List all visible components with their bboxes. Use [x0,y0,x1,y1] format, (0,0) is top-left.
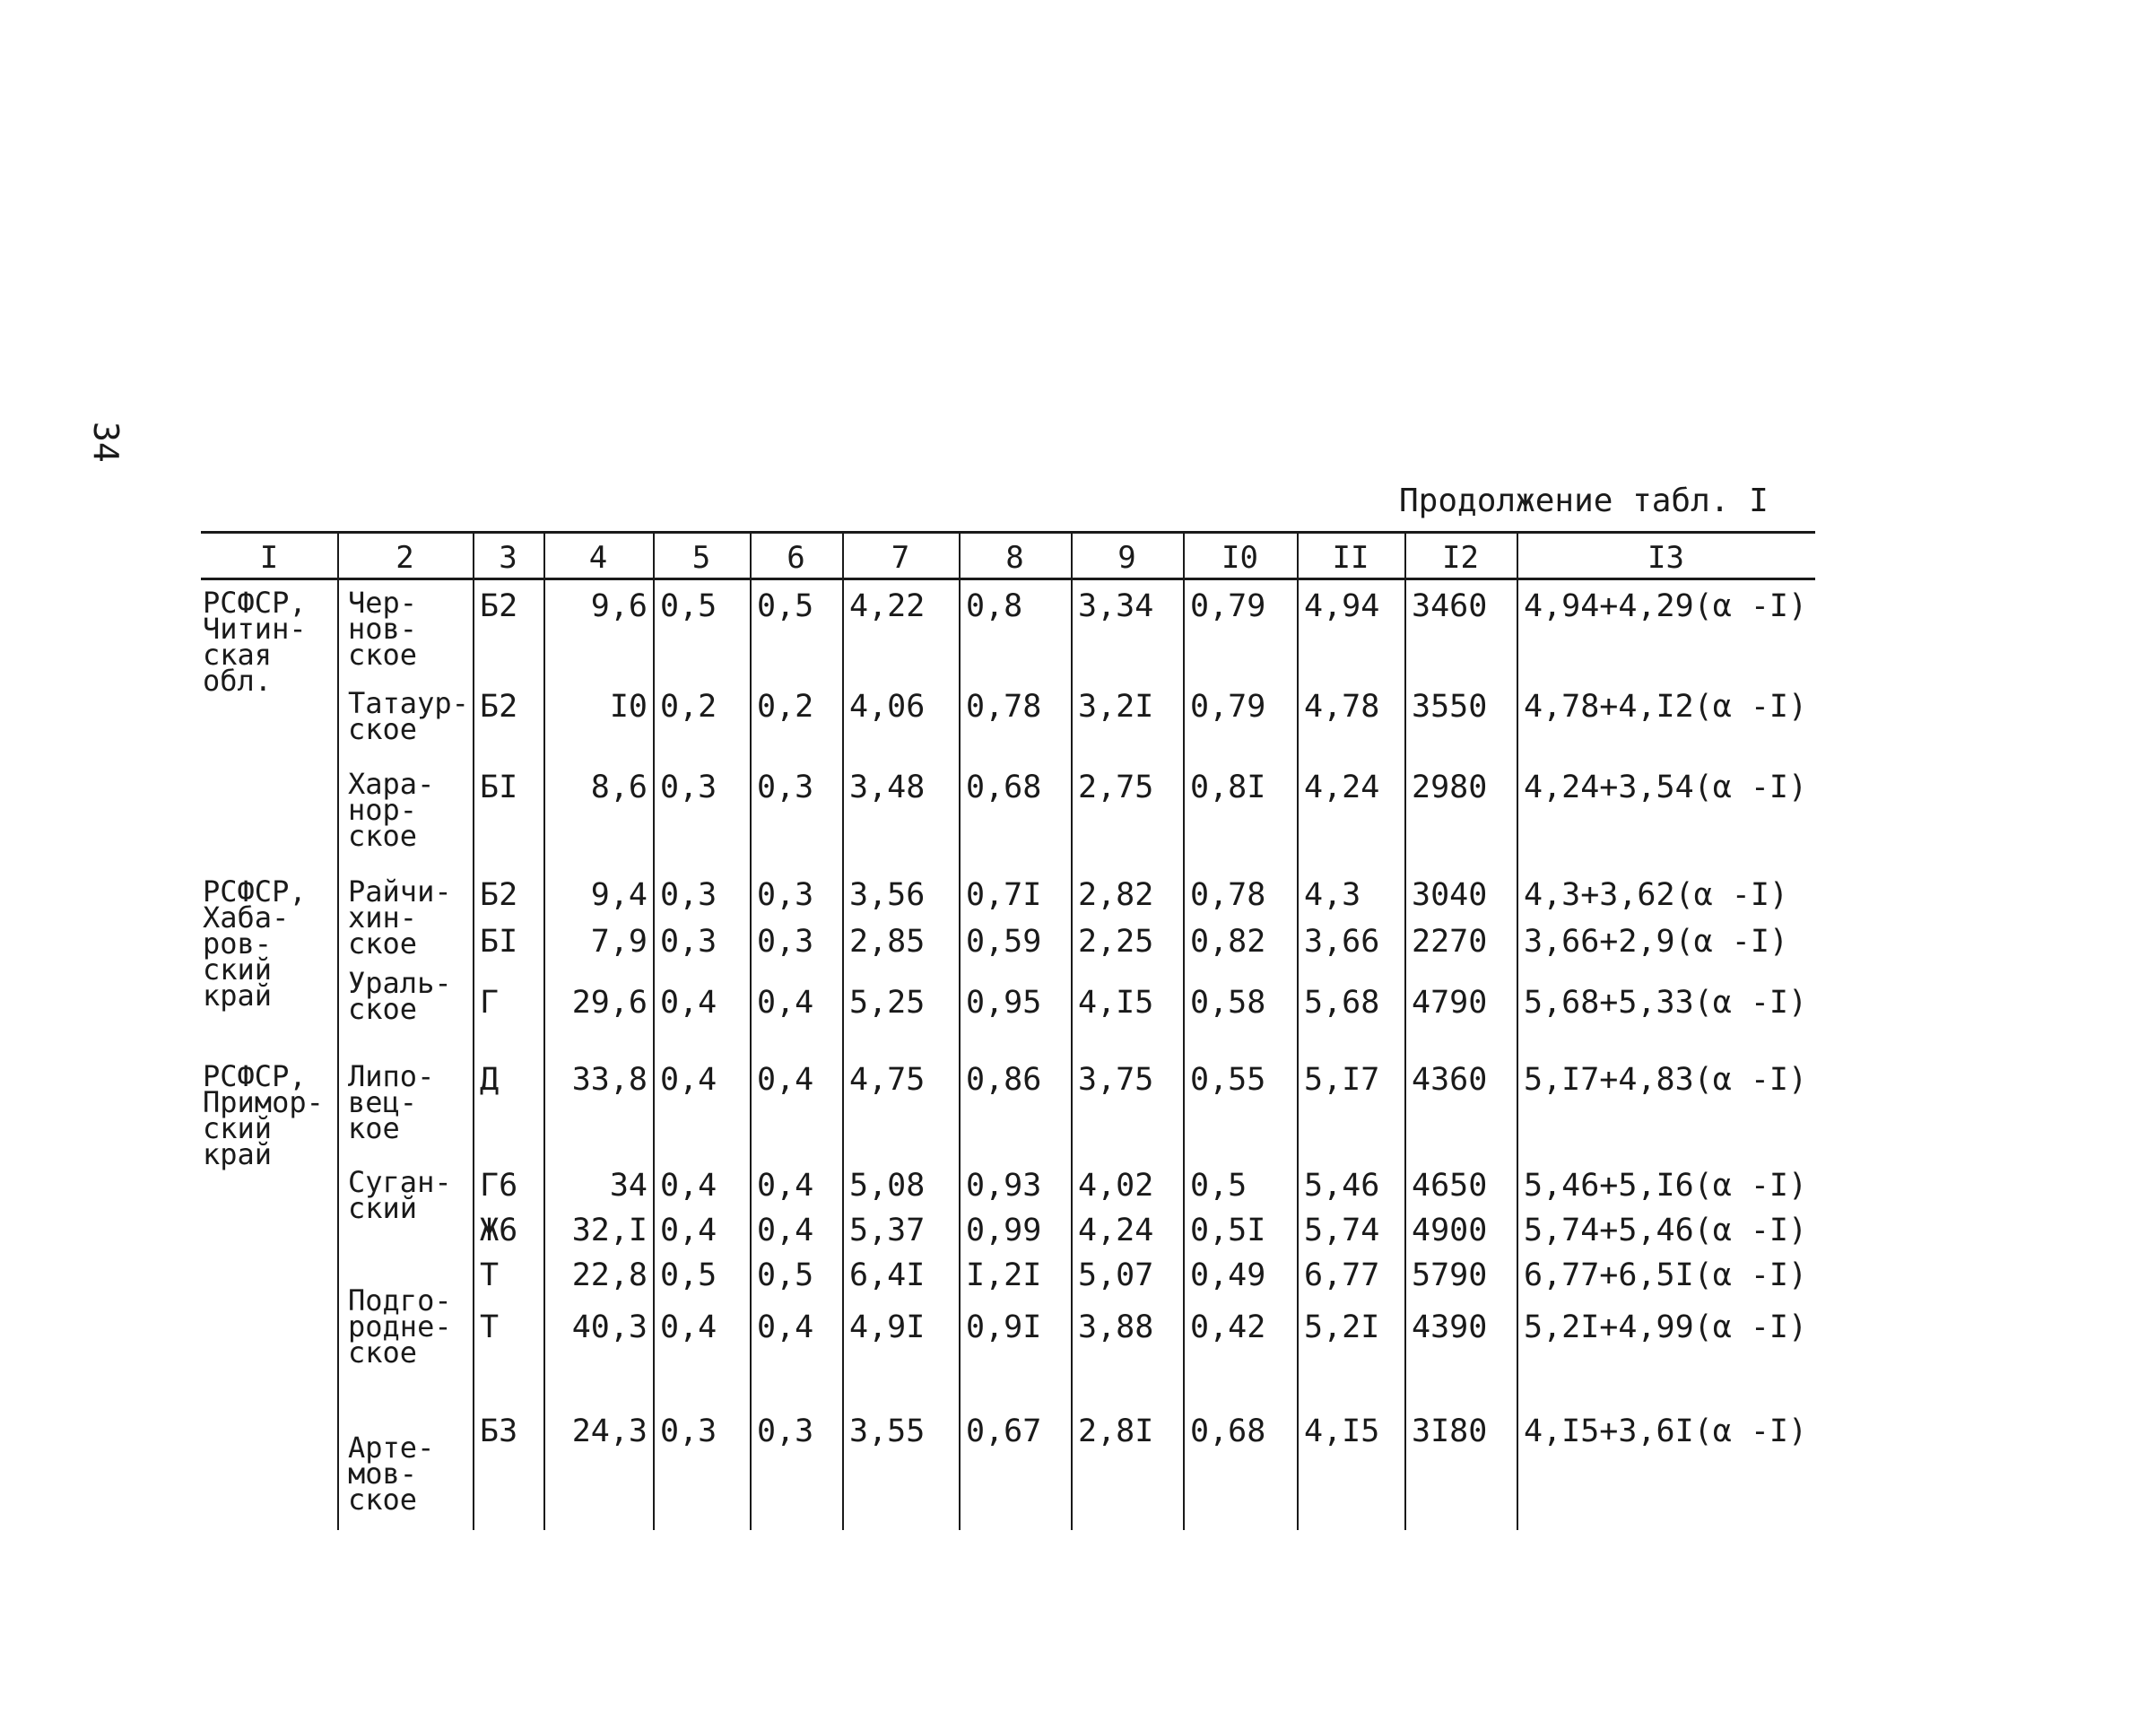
deposit-label: нов- [348,612,418,646]
column-divider [1404,531,1406,1530]
table-cell: 5,74 [1304,1213,1380,1248]
deposit-label: мов- [348,1457,418,1491]
table-cell: 3,66+2,9(α -I) [1524,924,1789,960]
table-cell: 4360 [1412,1062,1488,1098]
deposit-label: кое [348,1111,400,1145]
region-label: ский [203,952,273,987]
column-divider [1183,531,1185,1530]
page-number: 34 [86,422,126,463]
column-divider [337,531,339,1530]
deposit-label: ский [348,1191,418,1225]
column-header: 6 [787,540,805,576]
table-cell: 2,85 [849,924,926,960]
table-cell: 29,6 [571,985,648,1021]
column-header: 4 [588,540,608,576]
table-cell: Б2 [480,588,518,624]
column-header: I [259,540,279,576]
table-cell: 0,4 [757,1213,814,1248]
data-table [201,531,1815,1530]
table-cell: 4,I5 [1304,1413,1380,1449]
table-cell: 9,4 [590,877,648,913]
table-cell: 0,99 [966,1213,1042,1248]
deposit-label: ское [348,1483,418,1517]
table-cell: 0,95 [966,985,1042,1021]
column-header: II [1332,540,1369,576]
table-cell: 3040 [1412,877,1488,913]
table-cell: 3550 [1412,689,1488,725]
table-cell: 0,2 [757,689,814,725]
table-cell: 5,08 [849,1168,926,1204]
table-cell: 0,68 [1190,1413,1266,1449]
table-cell: 0,4 [757,985,814,1021]
column-header: 7 [891,540,910,576]
table-cell: 0,4 [660,1168,717,1204]
table-cell: 4,3 [1304,877,1361,913]
deposit-label: Хара- [348,767,435,801]
table-cell: 0,79 [1190,588,1266,624]
table-cell: 0,78 [1190,877,1266,913]
table-cell: 0,67 [966,1413,1042,1449]
top-rule [201,531,1815,534]
table-cell: 0,4 [660,985,717,1021]
table-cell: 3460 [1412,588,1488,624]
column-divider [543,531,545,1530]
deposit-label: ское [348,1335,418,1370]
table-cell: БI [480,770,518,805]
table-cell: 8,6 [590,770,648,805]
table-cell: 4900 [1412,1213,1488,1248]
table-cell: 5790 [1412,1257,1488,1293]
table-cell: 5,I7+4,83(α -I) [1524,1062,1808,1098]
table-cell: 4,78 [1304,689,1380,725]
table-cell: 3,48 [849,770,926,805]
table-cell: 0,49 [1190,1257,1266,1293]
table-cell: 3I80 [1412,1413,1488,1449]
table-cell: 2,8I [1078,1413,1154,1449]
deposit-label: ское [348,638,418,672]
table-cell: Д [480,1062,500,1098]
deposit-label: Подго- [348,1283,452,1318]
table-cell: Т [480,1257,500,1293]
region-label: Читин- [203,612,307,646]
table-cell: 0,4 [660,1062,717,1098]
table-cell: 4,02 [1078,1168,1154,1204]
column-divider [1071,531,1073,1530]
table-cell: 33,8 [571,1062,648,1098]
column-header: I3 [1647,540,1684,576]
table-cell: 0,55 [1190,1062,1266,1098]
table-cell: 5,68+5,33(α -I) [1524,985,1808,1021]
deposit-label: Чер- [348,586,418,620]
header-rule [201,578,1815,580]
table-cell: I0 [609,689,648,725]
table-cell: 3,75 [1078,1062,1154,1098]
column-divider [1517,531,1518,1530]
table-cell: 0,68 [966,770,1042,805]
deposit-label: хин- [348,900,418,935]
table-cell: Г6 [480,1168,518,1204]
table-cell: 5,25 [849,985,926,1021]
deposit-label: Ураль- [348,966,452,1000]
table-cell: 0,3 [660,924,717,960]
column-divider [473,531,474,1530]
table-cell: Т [480,1309,500,1345]
table-cell: 5,I7 [1304,1062,1380,1098]
region-label: ров- [203,926,273,961]
table-cell: 24,3 [571,1413,648,1449]
column-header: 8 [1005,540,1024,576]
table-cell: 0,3 [660,770,717,805]
table-cell: 0,5 [660,588,717,624]
table-cell: 4,94+4,29(α -I) [1524,588,1808,624]
table-cell: 3,34 [1078,588,1154,624]
column-divider [653,531,655,1530]
table-cell: 0,79 [1190,689,1266,725]
table-cell: 0,59 [966,924,1042,960]
table-cell: 6,77 [1304,1257,1380,1293]
region-label: Примор- [203,1085,324,1119]
table-cell: 0,5 [757,1257,814,1293]
table-cell: 0,3 [757,924,814,960]
table-cell: 0,3 [757,877,814,913]
column-header: 2 [396,540,414,576]
table-cell: 40,3 [571,1309,648,1345]
table-cell: 4,I5 [1078,985,1154,1021]
region-label: РСФСР, [203,874,307,909]
region-label: ская [203,638,273,672]
table-cell: Б2 [480,689,518,725]
table-cell: БI [480,924,518,960]
table-cell: 22,8 [571,1257,648,1293]
table-cell: 0,5 [757,588,814,624]
table-cell: 0,82 [1190,924,1266,960]
deposit-label: Арте- [348,1431,435,1465]
region-label: обл. [203,664,273,698]
table-cell: 4,22 [849,588,926,624]
table-cell: 4390 [1412,1309,1488,1345]
table-cell: 2,75 [1078,770,1154,805]
region-label: Хаба- [203,900,290,935]
region-label: край [203,978,273,1013]
table-cell: 0,7I [966,877,1042,913]
table-cell: 0,4 [757,1062,814,1098]
table-cell: 4,9I [849,1309,926,1345]
table-cell: 5,37 [849,1213,926,1248]
region-label: край [203,1137,273,1171]
table-cell: 0,9I [966,1309,1042,1345]
column-divider [959,531,961,1530]
table-cell: 2980 [1412,770,1488,805]
table-cell: 0,78 [966,689,1042,725]
table-cell: 34 [609,1168,648,1204]
deposit-label: вец- [348,1085,418,1119]
column-header: I2 [1442,540,1479,576]
table-cell: 4,I5+3,6I(α -I) [1524,1413,1808,1449]
table-cell: 32,I [571,1213,648,1248]
table-cell: 0,2 [660,689,717,725]
deposit-label: родне- [348,1309,452,1344]
table-cell: 5,74+5,46(α -I) [1524,1213,1808,1248]
region-label: РСФСР, [203,1059,307,1093]
table-caption: Продолжение табл. I [1399,483,1769,519]
deposit-label: ское [348,819,418,853]
table-cell: 0,86 [966,1062,1042,1098]
deposit-label: нор- [348,793,418,827]
table-cell: 0,42 [1190,1309,1266,1345]
table-cell: 4650 [1412,1168,1488,1204]
column-header: 5 [691,540,711,576]
table-cell: 4,3+3,62(α -I) [1524,877,1789,913]
table-cell: 7,9 [590,924,648,960]
table-cell: 0,93 [966,1168,1042,1204]
table-cell: 5,46+5,I6(α -I) [1524,1168,1808,1204]
table-cell: 0,3 [757,770,814,805]
table-cell: 5,2I+4,99(α -I) [1524,1309,1808,1345]
table-cell: 5,68 [1304,985,1380,1021]
table-cell: 3,2I [1078,689,1154,725]
table-cell: 4,06 [849,689,926,725]
table-cell: Б3 [480,1413,518,1449]
table-cell: Б2 [480,877,518,913]
column-divider [842,531,844,1530]
table-cell: 0,3 [660,877,717,913]
table-cell: 4,78+4,I2(α -I) [1524,689,1808,725]
deposit-label: ское [348,926,418,961]
table-cell: 9,6 [590,588,648,624]
region-label: РСФСР, [203,586,307,620]
table-cell: 0,58 [1190,985,1266,1021]
table-cell: 3,56 [849,877,926,913]
region-label: ский [203,1111,273,1145]
table-cell: I,2I [966,1257,1042,1293]
table-cell: 6,77+6,5I(α -I) [1524,1257,1808,1293]
table-cell: 0,8 [966,588,1023,624]
deposit-label: Татаур- [348,686,469,720]
table-cell: 2,25 [1078,924,1154,960]
table-cell: 2,82 [1078,877,1154,913]
table-cell: 0,5 [1190,1168,1248,1204]
table-cell: 0,5I [1190,1213,1266,1248]
table-cell: 0,4 [660,1213,717,1248]
table-cell: 5,07 [1078,1257,1154,1293]
table-cell: 0,4 [757,1309,814,1345]
table-cell: Г [480,985,500,1021]
table-cell: 4,24 [1304,770,1380,805]
table-cell: 3,66 [1304,924,1380,960]
deposit-label: ское [348,712,418,746]
deposit-label: Райчи- [348,874,452,909]
table-cell: 0,4 [660,1309,717,1345]
table-cell: 3,88 [1078,1309,1154,1345]
column-header: 9 [1117,540,1136,576]
column-divider [1297,531,1299,1530]
column-header: I0 [1221,540,1258,576]
table-cell: 3,55 [849,1413,926,1449]
table-cell: 4,24 [1078,1213,1154,1248]
table-cell: 0,5 [660,1257,717,1293]
deposit-label: ское [348,992,418,1026]
table-cell: 0,4 [757,1168,814,1204]
table-cell: 5,2I [1304,1309,1380,1345]
table-cell: 0,8I [1190,770,1266,805]
deposit-label: Суган- [348,1165,452,1199]
table-cell: 6,4I [849,1257,926,1293]
deposit-label: Липо- [348,1059,435,1093]
table-cell: 0,3 [757,1413,814,1449]
table-cell: 4,24+3,54(α -I) [1524,770,1808,805]
column-divider [750,531,752,1530]
table-cell: 2270 [1412,924,1488,960]
table-cell: 4790 [1412,985,1488,1021]
table-cell: 4,94 [1304,588,1380,624]
table-cell: 5,46 [1304,1168,1380,1204]
table-cell: 0,3 [660,1413,717,1449]
column-header: 3 [499,540,517,576]
table-cell: 4,75 [849,1062,926,1098]
table-cell: Ж6 [480,1213,518,1248]
